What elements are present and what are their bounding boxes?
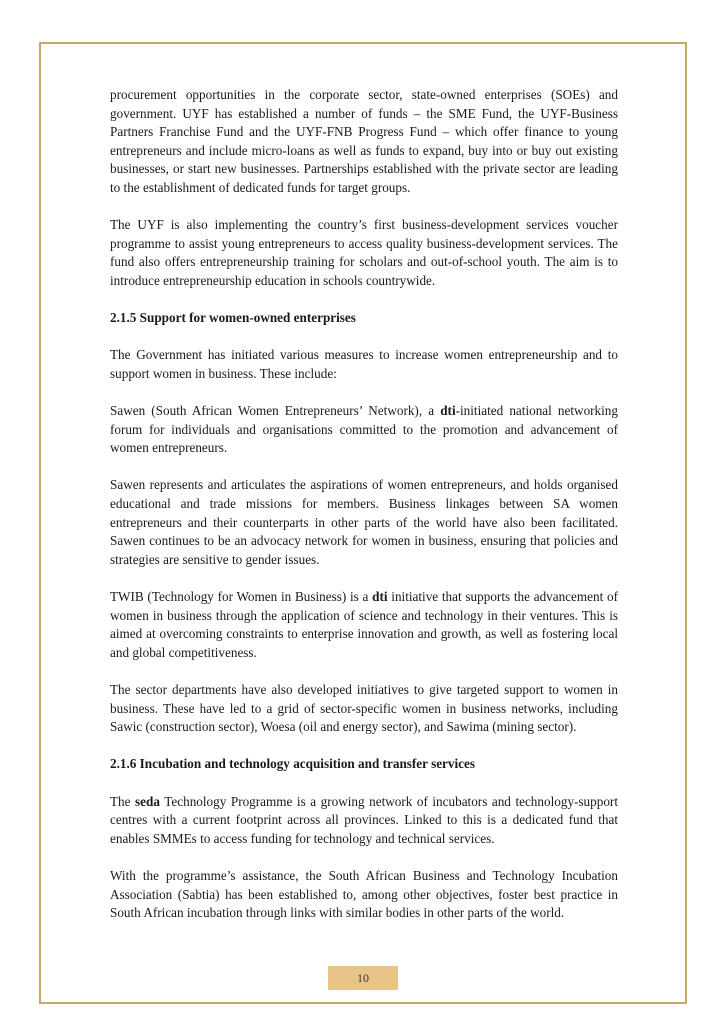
text-run: -initiated national networking forum for individuals and organisations committed to the promotion and advancement of women entrepreneurs. bbox=[110, 403, 618, 456]
text-run: Sawen (South African Women Entrepreneurs’ Network), a bbox=[110, 403, 441, 419]
paragraph-twib bbox=[110, 588, 618, 662]
paragraph-uyf-funds: procurement opportunities in the corporate sector, state-owned enterprises (SOEs) and government. UYF has established a number of funds – the SME Fund, the UYF-Business Partners Franchise Fund and the UYF-FNB Progress Fund – which offer finance to young entrepreneurs and include micro-loans as well as funds to expand, buy into or buy out existing businesses, or start new businesses. Partnerships established with the private sector are leading to the establishment of dedicated funds for target groups. bbox=[110, 87, 618, 195]
bold-dti: dti bbox=[372, 589, 388, 605]
paragraph-government-measures: The Government has initiated various measures to increase women entrepreneurship and to support women in business. These include: bbox=[110, 347, 618, 381]
document-body bbox=[110, 86, 618, 941]
paragraph-sabtia: With the programme’s assistance, the South African Business and Technology Incubation Association (Sabtia) has been established to, among other objectives, foster best practice in South African incubation through links with similar bodies in other parts of the world. bbox=[110, 867, 618, 921]
text-run: The bbox=[110, 793, 136, 809]
paragraph-sector-networks: The sector departments have also developed initiatives to give targeted support to women in business. These have led to a grid of sector-specific women in business networks, including Sawic (construction sector), Woesa (oil and energy sector), and Sawima (mining sector). bbox=[110, 682, 618, 735]
bold-seda: seda bbox=[135, 793, 160, 809]
heading-2-1-5: 2.1.5 Support for women-owned enterprises bbox=[110, 310, 356, 326]
text-run: TWIB (Technology for Women in Business) is a bbox=[110, 589, 373, 605]
paragraph-uyf-voucher: The UYF is also implementing the country’s first business-development services voucher programme to assist young entrepreneurs to access quality business-development services. The fund also offers entrepreneurship training for scholars and out-of-school youth. The aim is to introduce entrepreneurship education in schools countrywide. bbox=[110, 217, 618, 288]
paragraph-sawen-intro bbox=[110, 402, 618, 458]
paragraph-sawen-advocacy: Sawen represents and articulates the aspirations of women entrepreneurs, and holds organised educational and trade missions for members. Business linkages between SA women entrepreneurs and their counterparts in other parts of the world have also been facilitated. Sawen continues to be an advocacy network for women in business, ensuring that policies and strategies are sensitive to gender issues. bbox=[110, 477, 618, 567]
text-run: initiative that supports the advancement of women in business through the application of science and technology in their ventures. This is aimed at overcoming constraints to enterprise innovation and growth, as well as fostering local and global competitiveness. bbox=[110, 589, 619, 660]
paragraph-seda-technology bbox=[110, 793, 618, 849]
page-number: 10 bbox=[328, 966, 398, 990]
bold-dti: dti bbox=[440, 403, 456, 419]
heading-2-1-6: 2.1.6 Incubation and technology acquisition and transfer services bbox=[110, 756, 476, 772]
text-run: Technology Programme is a growing network of incubators and technology-support centres with a current footprint across all provinces. Linked to this is a dedicated fund that enables SMMEs to access funding for technology and technical services. bbox=[110, 793, 618, 846]
